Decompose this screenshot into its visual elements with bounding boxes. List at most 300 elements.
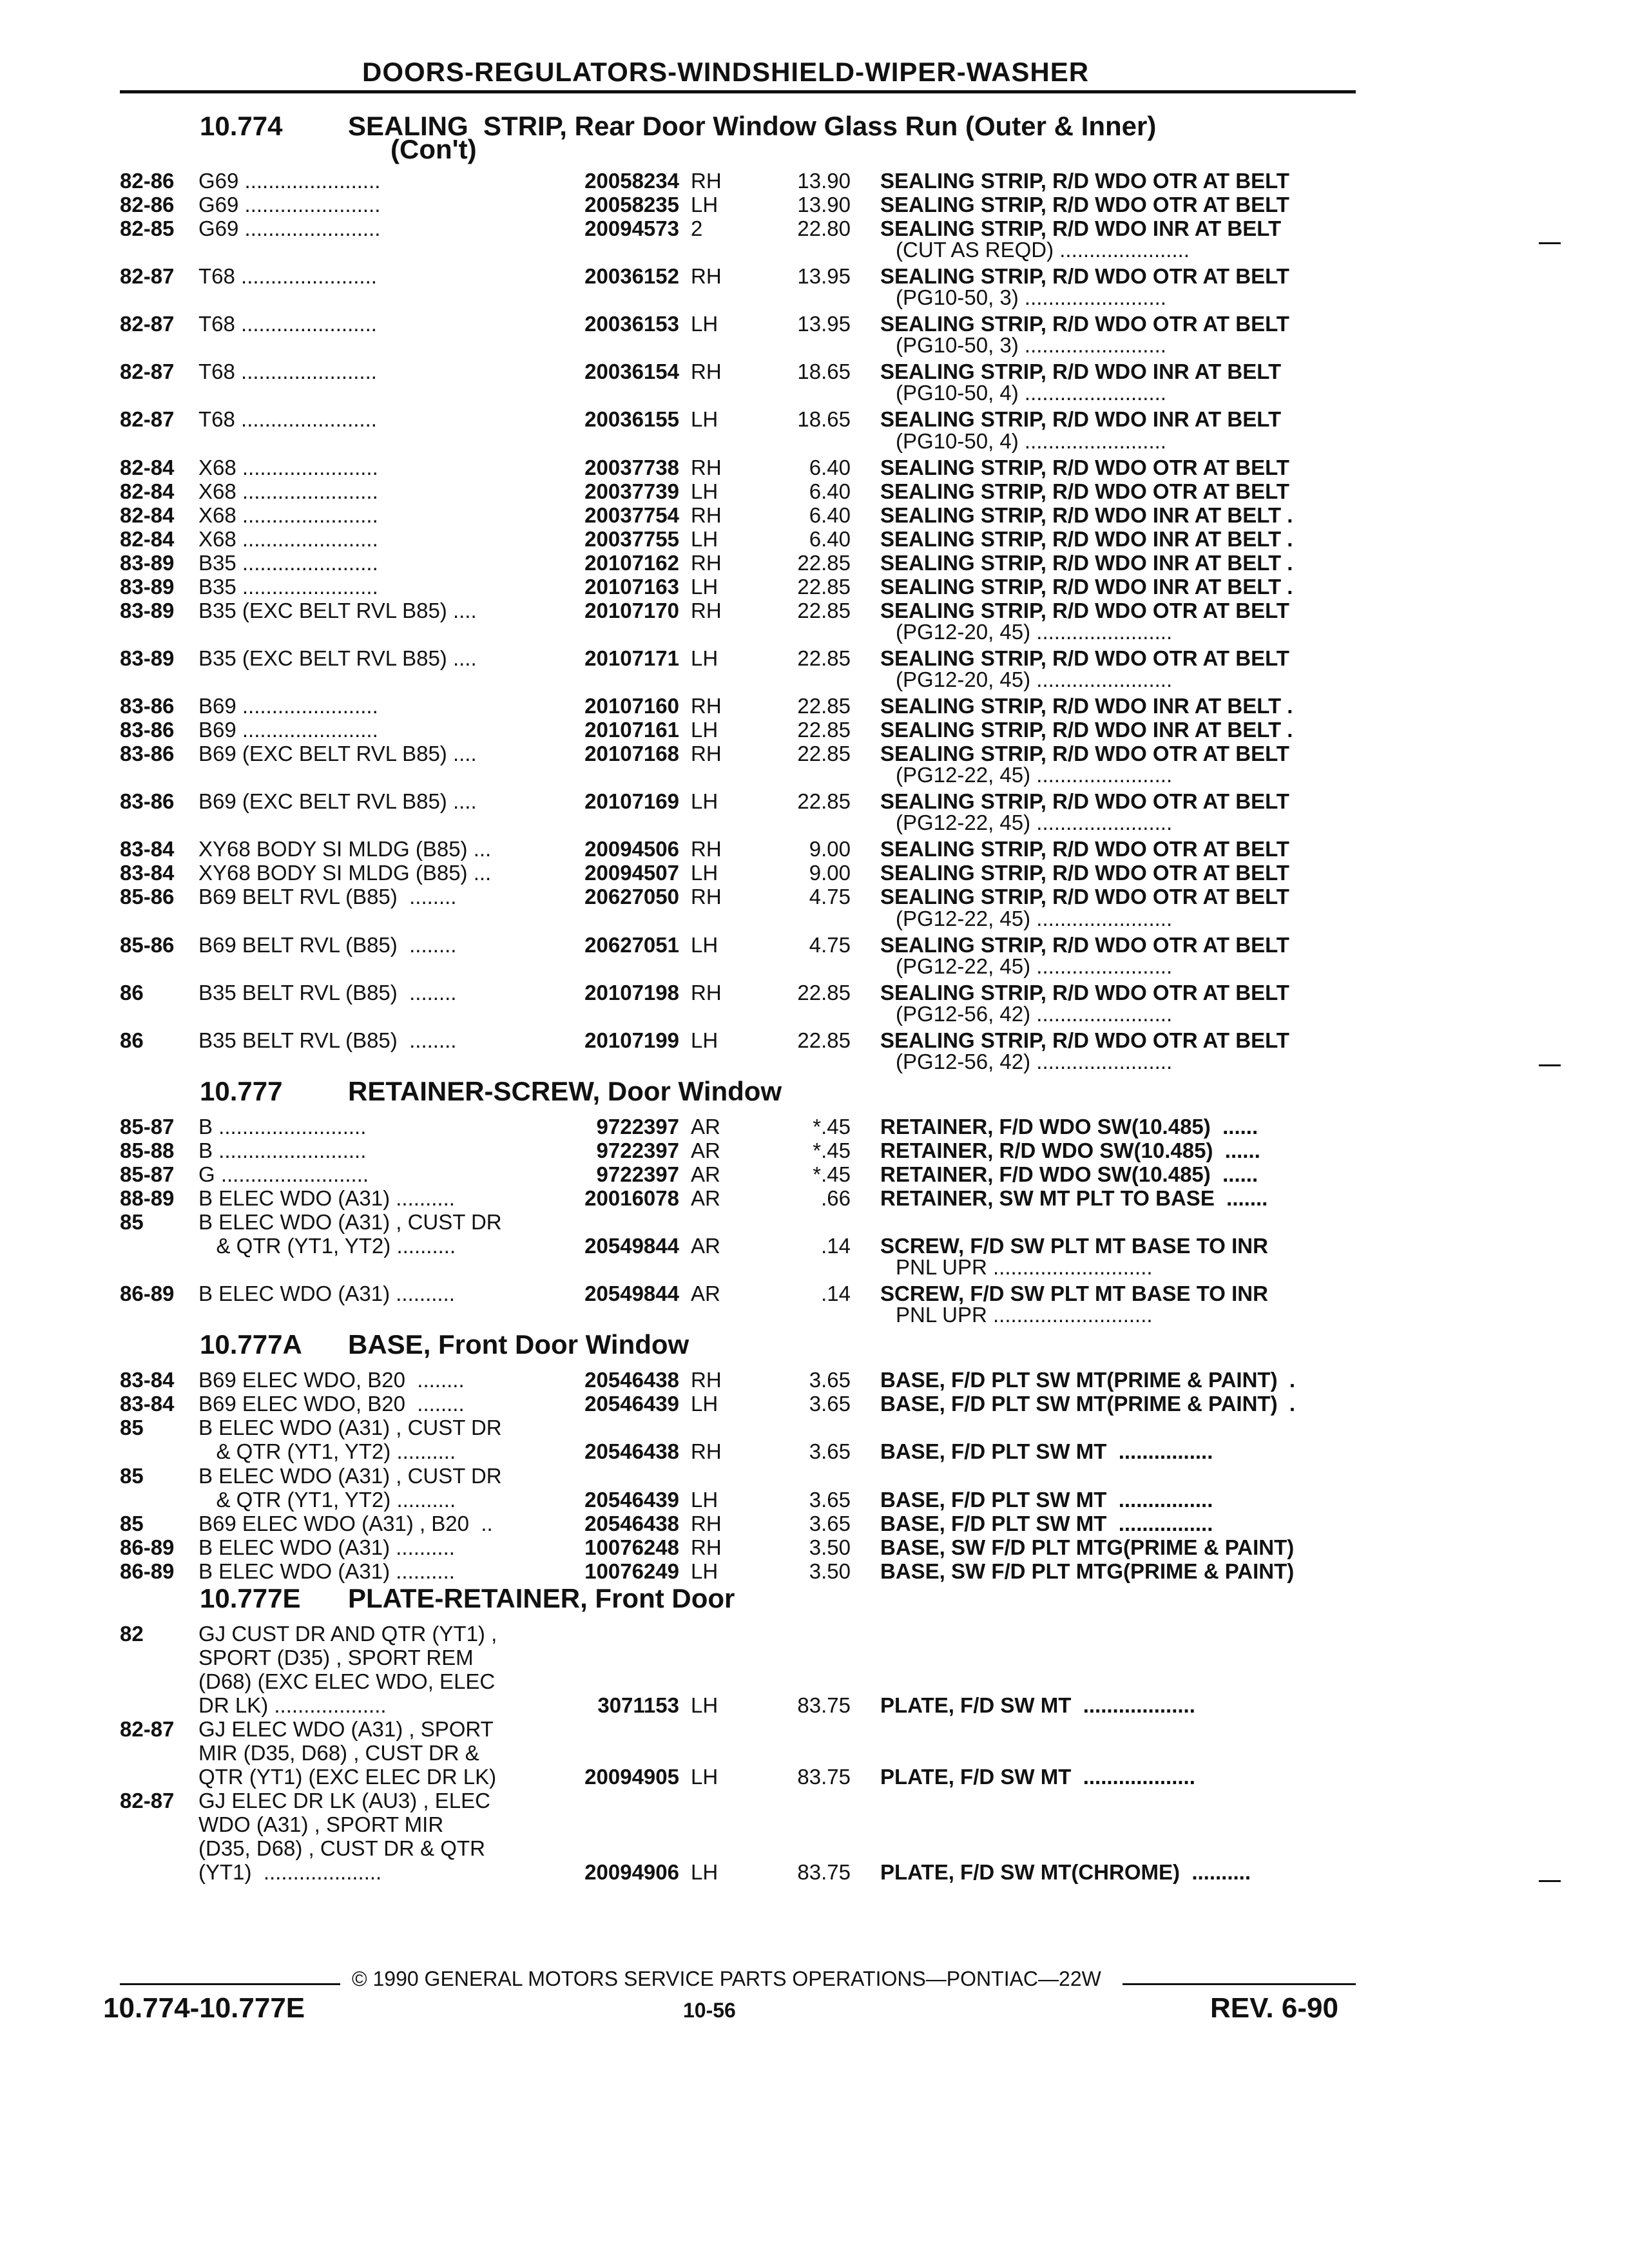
row-model: B69 ....................... (198, 718, 378, 742)
row-price: 13.95 (797, 312, 851, 336)
section-heading (200, 1076, 782, 1115)
row-description: SCREW, F/D SW PLT MT BASE TO INR (880, 1234, 1268, 1258)
row-quantity: LH (691, 312, 718, 336)
row-year: 83-84 (120, 1368, 175, 1392)
row-part-number: 20036154 (584, 360, 679, 383)
row-description: SEALING STRIP, R/D WDO OTR AT BELT (880, 599, 1289, 622)
row-description: SEALING STRIP, R/D WDO OTR AT BELT (880, 312, 1289, 336)
parts-row (0, 456, 1629, 479)
parts-row (0, 169, 1629, 193)
row-year: 83-86 (120, 789, 175, 813)
row-part-number: 20094507 (584, 861, 679, 885)
parts-row (0, 527, 1629, 551)
row-quantity: RH (691, 885, 722, 908)
row-part-number: 20107162 (584, 551, 679, 575)
row-model: B69 ....................... (198, 694, 378, 718)
row-part-number: 9722397 (596, 1139, 679, 1162)
row-part-number: 20058234 (584, 169, 679, 193)
row-quantity: LH (691, 789, 718, 813)
row-description: RETAINER, SW MT PLT TO BASE ....... (880, 1186, 1268, 1210)
parts-row (0, 1115, 1629, 1139)
row-description: SEALING STRIP, R/D WDO OTR AT BELT (880, 169, 1289, 193)
row-description: SEALING STRIP, R/D WDO INR AT BELT . (880, 575, 1293, 599)
row-model: B69 (EXC BELT RVL B85) .... (198, 789, 477, 813)
row-part-number: 20037755 (584, 527, 679, 551)
row-description: SEALING STRIP, R/D WDO INR AT BELT (880, 216, 1282, 240)
row-quantity: RH (691, 599, 722, 622)
parts-row (0, 551, 1629, 575)
parts-row (0, 1368, 1629, 1392)
parts-row (0, 1741, 1629, 1765)
row-year: 83-86 (120, 718, 175, 742)
row-quantity: RH (691, 169, 722, 193)
row-description: BASE, SW F/D PLT MTG(PRIME & PAINT) (880, 1559, 1295, 1583)
row-price: 22.85 (797, 694, 851, 718)
row-model: (YT1) .................... (198, 1860, 382, 1884)
row-model: DR LK) ................... (198, 1693, 387, 1717)
row-price: 13.90 (797, 193, 851, 216)
row-model: G69 ....................... (198, 216, 381, 240)
row-year: 85-87 (120, 1162, 175, 1186)
row-year: 86 (120, 981, 144, 1004)
footer-rule-left (120, 1983, 340, 1985)
row-description: SEALING STRIP, R/D WDO OTR AT BELT (880, 837, 1289, 861)
parts-row-continued (0, 1002, 1629, 1026)
row-price: 3.65 (809, 1512, 851, 1535)
row-year: 85-86 (120, 933, 175, 957)
parts-row (0, 789, 1629, 813)
row-year: 85 (120, 1464, 144, 1488)
row-price: 3.50 (809, 1535, 851, 1559)
row-description: BASE, F/D PLT SW MT ................ (880, 1488, 1213, 1512)
parts-row (0, 981, 1629, 1004)
row-part-number: 20036153 (584, 312, 679, 336)
row-part-number: 20107161 (584, 718, 679, 742)
row-model: G69 ....................... (198, 193, 381, 216)
row-description: SEALING STRIP, R/D WDO INR AT BELT . (880, 694, 1293, 718)
row-quantity: RH (691, 456, 722, 479)
section-title: BASE, Front Door Window (348, 1329, 689, 1360)
row-model: GJ CUST DR AND QTR (YT1) , (198, 1622, 497, 1646)
row-part-number: 20037739 (584, 479, 679, 503)
row-quantity: AR (691, 1139, 720, 1162)
parts-row (0, 1836, 1629, 1860)
row-quantity: AR (691, 1186, 720, 1210)
row-description: SEALING STRIP, R/D WDO OTR AT BELT (880, 789, 1289, 813)
row-model: B ELEC WDO (A31) , CUST DR (198, 1464, 502, 1488)
parts-row (0, 1789, 1629, 1812)
row-description: SEALING STRIP, R/D WDO OTR AT BELT (880, 646, 1289, 670)
row-description: SEALING STRIP, R/D WDO OTR AT BELT (880, 861, 1289, 885)
footer-page-number: 10-56 (683, 1999, 736, 2022)
row-description: SEALING STRIP, R/D WDO INR AT BELT . (880, 718, 1293, 742)
row-description-continued: (CUT AS REQD) ...................... (896, 238, 1190, 262)
row-description: RETAINER, F/D WDO SW(10.485) ...... (880, 1115, 1258, 1139)
margin-mark (1539, 1880, 1561, 1882)
parts-row (0, 1860, 1629, 1884)
row-price: 22.85 (797, 599, 851, 622)
parts-row-continued (0, 381, 1629, 405)
row-part-number: 20546438 (584, 1439, 679, 1463)
section-heading (200, 111, 1156, 149)
row-model: G ......................... (198, 1162, 369, 1186)
parts-row (0, 837, 1629, 861)
row-model: B69 (EXC BELT RVL B85) .... (198, 742, 477, 765)
parts-row (0, 1282, 1629, 1305)
row-model: XY68 BODY SI MLDG (B85) ... (198, 837, 492, 861)
row-quantity: LH (691, 193, 718, 216)
section-number: 10.777A (200, 1329, 302, 1360)
section-title: RETAINER-SCREW, Door Window (348, 1075, 782, 1106)
row-price: 22.85 (797, 742, 851, 765)
row-year: 83-84 (120, 1392, 175, 1416)
row-year: 85 (120, 1512, 144, 1535)
row-description: RETAINER, R/D WDO SW(10.485) ...... (880, 1139, 1260, 1162)
row-description: SEALING STRIP, R/D WDO INR AT BELT (880, 360, 1282, 383)
row-year: 82-85 (120, 216, 175, 240)
row-description: SEALING STRIP, R/D WDO OTR AT BELT (880, 742, 1289, 765)
row-part-number: 20107163 (584, 575, 679, 599)
row-description: SEALING STRIP, R/D WDO INR AT BELT . (880, 503, 1293, 527)
row-part-number: 20107169 (584, 789, 679, 813)
row-description: BASE, F/D PLT SW MT(PRIME & PAINT) . (880, 1368, 1296, 1392)
row-description: SCREW, F/D SW PLT MT BASE TO INR (880, 1282, 1268, 1305)
row-year: 82-87 (120, 1717, 175, 1741)
row-model: B ELEC WDO (A31) .......... (198, 1535, 455, 1559)
row-price: .14 (821, 1282, 851, 1305)
parts-row-continued (0, 668, 1629, 691)
row-description: SEALING STRIP, R/D WDO OTR AT BELT (880, 885, 1289, 908)
parts-row (0, 1812, 1629, 1836)
parts-row-continued (0, 429, 1629, 453)
row-description-continued: PNL UPR ........................... (896, 1303, 1153, 1327)
row-model: B ELEC WDO (A31) .......... (198, 1559, 455, 1583)
row-price: 3.50 (809, 1559, 851, 1583)
row-model: MIR (D35, D68) , CUST DR & (198, 1741, 479, 1765)
row-model: (D68) (EXC ELEC WDO, ELEC (198, 1669, 496, 1693)
row-model: WDO (A31) , SPORT MIR (198, 1812, 444, 1836)
row-price: 3.65 (809, 1488, 851, 1512)
row-price: 6.40 (809, 503, 851, 527)
parts-row (0, 1559, 1629, 1583)
row-year: 85-87 (120, 1115, 175, 1139)
row-description: PLATE, F/D SW MT(CHROME) .......... (880, 1860, 1251, 1884)
row-model: & QTR (YT1, YT2) .......... (198, 1488, 456, 1512)
row-part-number: 20094506 (584, 837, 679, 861)
row-model: (D35, D68) , CUST DR & QTR (198, 1836, 485, 1860)
section-title: SEALING STRIP, Rear Door Window Glass Run (Outer & Inner) (348, 111, 1157, 141)
row-model: B69 ELEC WDO (A31) , B20 .. (198, 1512, 493, 1535)
row-quantity: LH (691, 933, 718, 957)
row-model: T68 ....................... (198, 407, 377, 431)
row-model: X68 ....................... (198, 456, 378, 479)
row-description-continued: (PG10-50, 4) ........................ (896, 429, 1166, 453)
row-model: B ELEC WDO (A31) , CUST DR (198, 1210, 502, 1234)
footer-revision: REV. 6-90 (1210, 1992, 1338, 2024)
row-quantity: 2 (691, 216, 703, 240)
row-quantity: RH (691, 1535, 722, 1559)
parts-row-continued (0, 907, 1629, 930)
row-model: B69 ELEC WDO, B20 ........ (198, 1368, 465, 1392)
row-quantity: RH (691, 503, 722, 527)
parts-row (0, 1717, 1629, 1741)
row-quantity: LH (691, 1028, 718, 1052)
row-part-number: 9722397 (596, 1162, 679, 1186)
row-price: 4.75 (809, 885, 851, 908)
parts-row-continued (0, 333, 1629, 357)
row-model: XY68 BODY SI MLDG (B85) ... (198, 861, 492, 885)
parts-row (0, 1028, 1629, 1052)
row-model: B35 (EXC BELT RVL B85) .... (198, 599, 477, 622)
parts-row (0, 1488, 1629, 1512)
row-model: B ELEC WDO (A31) .......... (198, 1186, 455, 1210)
row-quantity: RH (691, 742, 722, 765)
row-year: 82 (120, 1622, 144, 1646)
footer-section-range: 10.774-10.777E (103, 1992, 305, 2024)
row-part-number: 10076248 (584, 1535, 679, 1559)
row-model: B ......................... (198, 1115, 367, 1139)
row-year: 83-89 (120, 599, 175, 622)
row-quantity: RH (691, 981, 722, 1004)
footer-copyright: © 1990 GENERAL MOTORS SERVICE PARTS OPERATIONS—PONTIAC—22W (352, 1967, 1101, 1990)
parts-row (0, 575, 1629, 599)
row-part-number: 20036155 (584, 407, 679, 431)
row-price: 3.65 (809, 1368, 851, 1392)
row-part-number: 20016078 (584, 1186, 679, 1210)
row-part-number: 20546439 (584, 1392, 679, 1416)
row-price: .14 (821, 1234, 851, 1258)
parts-row (0, 1139, 1629, 1162)
row-description: SEALING STRIP, R/D WDO OTR AT BELT (880, 1028, 1289, 1052)
row-quantity: LH (691, 479, 718, 503)
row-quantity: RH (691, 1512, 722, 1535)
row-price: 3.65 (809, 1439, 851, 1463)
row-model: B35 ....................... (198, 551, 378, 575)
row-model: B35 ....................... (198, 575, 378, 599)
row-quantity: RH (691, 1368, 722, 1392)
row-year: 82-86 (120, 169, 175, 193)
row-price: 9.00 (809, 861, 851, 885)
parts-row (0, 312, 1629, 336)
parts-row (0, 407, 1629, 431)
row-year: 85 (120, 1210, 144, 1234)
row-part-number: 20037738 (584, 456, 679, 479)
row-description: RETAINER, F/D WDO SW(10.485) ...... (880, 1162, 1258, 1186)
row-price: 18.65 (797, 360, 851, 383)
row-year: 86-89 (120, 1559, 175, 1583)
row-description: SEALING STRIP, R/D WDO INR AT BELT . (880, 551, 1293, 575)
row-quantity: LH (691, 718, 718, 742)
row-year: 83-84 (120, 861, 175, 885)
row-model: B35 BELT RVL (B85) ........ (198, 1028, 457, 1052)
row-model: X68 ....................... (198, 479, 378, 503)
row-quantity: AR (691, 1162, 720, 1186)
row-part-number: 20058235 (584, 193, 679, 216)
row-year: 86-89 (120, 1282, 175, 1305)
row-model: & QTR (YT1, YT2) .......... (198, 1439, 456, 1463)
parts-row (0, 1392, 1629, 1416)
row-description: SEALING STRIP, R/D WDO INR AT BELT . (880, 527, 1293, 551)
footer-rule-right (1123, 1983, 1356, 1985)
row-quantity: RH (691, 837, 722, 861)
row-year: 83-89 (120, 646, 175, 670)
row-price: 6.40 (809, 456, 851, 479)
parts-row (0, 1765, 1629, 1789)
row-price: *.45 (813, 1115, 851, 1139)
row-quantity: AR (691, 1234, 720, 1258)
row-price: *.45 (813, 1162, 851, 1186)
row-price: 22.85 (797, 646, 851, 670)
row-model: T68 ....................... (198, 360, 377, 383)
row-description: SEALING STRIP, R/D WDO OTR AT BELT (880, 456, 1289, 479)
row-description: SEALING STRIP, R/D WDO OTR AT BELT (880, 264, 1289, 288)
row-model: X68 ....................... (198, 527, 378, 551)
row-year: 83-86 (120, 742, 175, 765)
row-description: BASE, SW F/D PLT MTG(PRIME & PAINT) (880, 1535, 1295, 1559)
row-price: 22.85 (797, 789, 851, 813)
row-description-continued: PNL UPR ........................... (896, 1255, 1153, 1279)
section-continued: (Con't) (390, 134, 477, 164)
row-part-number: 20094906 (584, 1860, 679, 1884)
row-part-number: 20107198 (584, 981, 679, 1004)
parts-row-continued (0, 285, 1629, 309)
page-title: DOORS-REGULATORS-WINDSHIELD-WIPER-WASHER (362, 57, 1090, 87)
parts-row-continued (0, 1050, 1629, 1073)
row-part-number: 20627050 (584, 885, 679, 908)
row-price: 83.75 (797, 1860, 851, 1884)
parts-row (0, 1210, 1629, 1234)
row-description-continued: (PG12-56, 42) ....................... (896, 1050, 1173, 1073)
row-model: GJ ELEC DR LK (AU3) , ELEC (198, 1789, 490, 1812)
row-year: 85-86 (120, 885, 175, 908)
parts-row (0, 479, 1629, 503)
row-description-continued: (PG12-22, 45) ....................... (896, 954, 1173, 978)
row-part-number: 20627051 (584, 933, 679, 957)
row-model: T68 ....................... (198, 264, 377, 288)
row-quantity: RH (691, 1439, 722, 1463)
parts-row (0, 1162, 1629, 1186)
row-part-number: 20107171 (584, 646, 679, 670)
row-price: 6.40 (809, 479, 851, 503)
section-heading (200, 1583, 735, 1622)
row-part-number: 20546439 (584, 1488, 679, 1512)
row-price: 22.80 (797, 216, 851, 240)
row-description: SEALING STRIP, R/D WDO OTR AT BELT (880, 933, 1289, 957)
row-model: QTR (YT1) (EXC ELEC DR LK) (198, 1765, 497, 1789)
row-quantity: LH (691, 407, 718, 431)
parts-row-continued (0, 238, 1629, 262)
row-year: 86-89 (120, 1535, 175, 1559)
row-model: B ELEC WDO (A31) .......... (198, 1282, 455, 1305)
parts-row (0, 1186, 1629, 1210)
row-year: 85 (120, 1416, 144, 1439)
row-part-number: 20094573 (584, 216, 679, 240)
row-part-number: 20546438 (584, 1368, 679, 1392)
parts-row-continued (0, 1255, 1629, 1279)
row-price: 3.65 (809, 1392, 851, 1416)
row-model: B ......................... (198, 1139, 367, 1162)
parts-row (0, 1439, 1629, 1463)
margin-mark (1539, 242, 1561, 244)
parts-row (0, 694, 1629, 718)
parts-row (0, 1234, 1629, 1258)
parts-row-continued (0, 954, 1629, 978)
parts-row-continued (0, 763, 1629, 787)
parts-row (0, 1646, 1629, 1669)
row-part-number: 20549844 (584, 1234, 679, 1258)
parts-row (0, 861, 1629, 885)
parts-row (0, 599, 1629, 622)
row-description-continued: (PG12-22, 45) ....................... (896, 907, 1173, 930)
row-year: 83-89 (120, 551, 175, 575)
parts-row (0, 1512, 1629, 1535)
parts-row (0, 1416, 1629, 1439)
row-year: 82-84 (120, 527, 175, 551)
row-model: T68 ....................... (198, 312, 377, 336)
header-rule (120, 90, 1356, 93)
row-part-number: 20107199 (584, 1028, 679, 1052)
row-price: 22.85 (797, 981, 851, 1004)
section-number: 10.777E (200, 1582, 301, 1613)
row-model: GJ ELEC WDO (A31) , SPORT (198, 1717, 494, 1741)
row-price: 18.65 (797, 407, 851, 431)
row-quantity: LH (691, 575, 718, 599)
row-description-continued: (PG12-56, 42) ....................... (896, 1002, 1173, 1026)
row-price: 6.40 (809, 527, 851, 551)
row-year: 82-84 (120, 456, 175, 479)
parts-row (0, 742, 1629, 765)
parts-row (0, 360, 1629, 383)
row-year: 82-87 (120, 312, 175, 336)
row-quantity: LH (691, 1392, 718, 1416)
row-quantity: LH (691, 1693, 718, 1717)
row-model: SPORT (D35) , SPORT REM (198, 1646, 474, 1669)
row-description: SEALING STRIP, R/D WDO INR AT BELT (880, 407, 1282, 431)
row-quantity: LH (691, 1559, 718, 1583)
row-price: 22.85 (797, 551, 851, 575)
row-description: SEALING STRIP, R/D WDO OTR AT BELT (880, 479, 1289, 503)
row-model: B69 BELT RVL (B85) ........ (198, 933, 457, 957)
row-price: 22.85 (797, 718, 851, 742)
row-quantity: LH (691, 861, 718, 885)
row-price: 83.75 (797, 1765, 851, 1789)
row-year: 83-89 (120, 575, 175, 599)
row-year: 82-87 (120, 1789, 175, 1812)
parts-row (0, 1464, 1629, 1488)
row-description-continued: (PG12-22, 45) ....................... (896, 811, 1173, 834)
row-price: 22.85 (797, 1028, 851, 1052)
row-description-continued: (PG10-50, 3) ........................ (896, 333, 1166, 357)
parts-row-continued (0, 620, 1629, 644)
row-model: B ELEC WDO (A31) , CUST DR (198, 1416, 502, 1439)
parts-row (0, 1535, 1629, 1559)
row-quantity: LH (691, 646, 718, 670)
row-description: BASE, F/D PLT SW MT ................ (880, 1512, 1213, 1535)
row-quantity: LH (691, 1765, 718, 1789)
parts-row (0, 193, 1629, 216)
parts-row (0, 1669, 1629, 1693)
parts-row (0, 264, 1629, 288)
row-quantity: RH (691, 360, 722, 383)
row-part-number: 20036152 (584, 264, 679, 288)
row-year: 82-86 (120, 193, 175, 216)
row-year: 86 (120, 1028, 144, 1052)
row-year: 88-89 (120, 1186, 175, 1210)
row-description-continued: (PG12-20, 45) ....................... (896, 668, 1173, 691)
row-part-number: 20549844 (584, 1282, 679, 1305)
row-year: 82-87 (120, 360, 175, 383)
parts-row (0, 216, 1629, 240)
